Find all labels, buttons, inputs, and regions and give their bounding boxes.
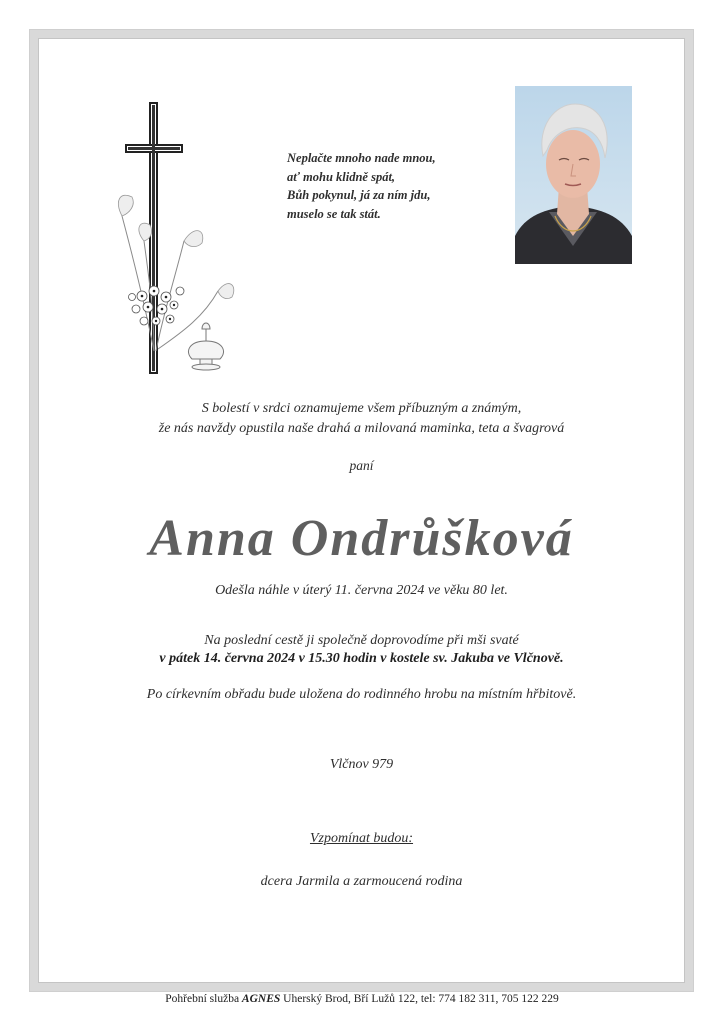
address: Vlčnov 979 bbox=[329, 757, 394, 772]
death-info: Odešla náhle v úterý 11. června 2024 ve věku 80 let. bbox=[215, 583, 508, 598]
portrait-photo bbox=[515, 86, 632, 264]
poem-line: Bůh pokynul, já za ním jdu, bbox=[287, 188, 431, 202]
footer-contact: Uherský Brod, Bří Lužů 122, tel: 774 182 311, 705 122 229 bbox=[280, 993, 559, 1005]
family-list: dcera Jarmila a zarmoucená rodina bbox=[260, 874, 463, 889]
obituary-card bbox=[38, 38, 685, 983]
intro-line: S bolestí v srdci oznamujeme všem příbuzným a známým, bbox=[201, 401, 522, 416]
intro-text bbox=[39, 399, 684, 439]
footer bbox=[0, 993, 724, 1005]
funeral-intro: Na poslední cestě ji společně doprovodíme při mši svaté bbox=[204, 633, 519, 648]
honorific: paní bbox=[349, 458, 374, 473]
funeral-details: v pátek 14. června 2024 v 15.30 hodin v kostele sv. Jakuba ve Vlčnově. bbox=[159, 651, 564, 666]
poem bbox=[287, 149, 507, 223]
poem-line: ať mohu klidně spát, bbox=[287, 169, 396, 184]
footer-brand: AGNES bbox=[241, 993, 281, 1005]
cross-with-lilies-icon bbox=[114, 101, 244, 383]
deceased-name: Anna Ondrůšková bbox=[149, 510, 574, 567]
remember-heading: Vzpomínat budou: bbox=[309, 831, 414, 846]
poem-line: Neplačte mnoho nade mnou, bbox=[287, 151, 436, 165]
footer-prefix: Pohřební služba bbox=[165, 993, 242, 1005]
poem-line: muselo se tak stát. bbox=[287, 206, 381, 221]
intro-line: že nás navždy opustila naše drahá a milovaná maminka, teta a švagrová bbox=[158, 421, 565, 436]
page-frame bbox=[29, 29, 694, 992]
burial-info: Po církevním obřadu bude uložena do rodinného hrobu na místním hřbitově. bbox=[146, 687, 577, 702]
